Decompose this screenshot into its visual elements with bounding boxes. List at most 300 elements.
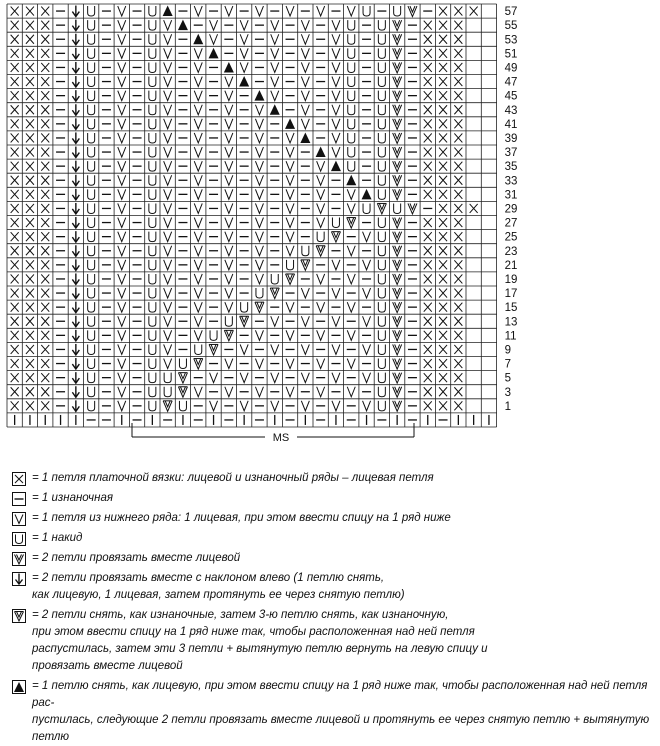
- stitch-knit-below: [164, 161, 172, 171]
- stitch-knit-below: [332, 401, 340, 411]
- stitch-garter: [424, 289, 432, 298]
- stitch-garter: [41, 35, 49, 44]
- stitch-garter: [439, 7, 447, 16]
- stitch-garter: [454, 260, 462, 269]
- stitch-yarn-over: [210, 330, 217, 340]
- stitch-garter: [424, 105, 432, 114]
- row-number: 33: [504, 175, 518, 188]
- stitch-knit-below: [363, 260, 371, 270]
- stitch-yarn-over: [88, 147, 95, 157]
- stitch-yarn-over: [378, 302, 385, 312]
- stitch-triangle: [300, 132, 310, 143]
- stitch-garter: [424, 162, 432, 171]
- stitch-garter: [11, 401, 19, 410]
- stitch-knit-below: [210, 373, 218, 383]
- stitch-garter: [41, 331, 49, 340]
- stitch-yarn-over: [149, 175, 156, 185]
- stitch-knit-below: [255, 218, 263, 228]
- stitch-knit-below: [286, 330, 294, 340]
- row-number: 55: [504, 20, 518, 33]
- stitch-garter: [454, 331, 462, 340]
- stitch-knit-below: [118, 189, 126, 199]
- legend-item: [12, 510, 652, 527]
- stitch-yarn-over: [88, 105, 95, 115]
- stitch-yarn-over: [348, 62, 355, 72]
- stitch-knit-below: [164, 62, 172, 72]
- stitch-knit-below: [271, 401, 279, 411]
- stitch-knit-below: [301, 401, 309, 411]
- stitch-knit-below: [164, 203, 172, 213]
- legend-text-line: = 2 петли провязать вместе лицевой: [32, 552, 241, 564]
- stitch-knit-below: [118, 387, 126, 397]
- stitch-yarn-over: [378, 246, 385, 256]
- stitch-yarn-over: [149, 218, 156, 228]
- stitch-knit-below: [118, 147, 126, 157]
- stitch-yarn-over: [88, 20, 95, 30]
- stitch-k2tog: [393, 119, 402, 130]
- stitch-garter: [11, 260, 19, 269]
- stitch-garter: [454, 345, 462, 354]
- row-number: 37: [504, 147, 518, 160]
- stitch-garter: [26, 77, 34, 86]
- stitch-knit-below: [286, 203, 294, 213]
- stitch-garter: [439, 246, 447, 255]
- stitch-yarn-over: [302, 246, 309, 256]
- stitch-garter: [424, 190, 432, 199]
- stitch-k2tog: [393, 316, 402, 327]
- stitch-triangle: [346, 175, 356, 186]
- stitch-ssk: [72, 288, 79, 299]
- stitch-knit-below: [164, 20, 172, 30]
- stitch-triangle: [178, 20, 188, 31]
- stitch-triangle: [362, 189, 372, 200]
- stitch-garter: [424, 133, 432, 142]
- stitch-knit-below: [332, 147, 340, 157]
- stitch-knit-below: [255, 133, 263, 143]
- stitch-garter: [439, 387, 447, 396]
- stitch-ssk: [72, 6, 79, 17]
- stitch-knit-below: [194, 48, 202, 58]
- stitch-garter: [11, 162, 19, 171]
- stitch-ssk: [72, 118, 79, 129]
- stitch-knit-below: [363, 401, 371, 411]
- stitch-garter: [41, 176, 49, 185]
- stitch-ssk: [72, 34, 79, 45]
- stitch-garter: [26, 35, 34, 44]
- legend-text: [32, 550, 652, 567]
- stitch-k2tog: [393, 302, 402, 313]
- stitch-knit-below: [194, 189, 202, 199]
- stitch-garter: [454, 49, 462, 58]
- stitch-garter: [26, 359, 34, 368]
- stitch-knit-below: [164, 189, 172, 199]
- stitch-knit-below: [194, 175, 202, 185]
- stitch-yarn-over: [378, 91, 385, 101]
- stitch-ssk: [72, 104, 79, 115]
- stitch-knit-below: [286, 189, 294, 199]
- stitch-garter: [424, 345, 432, 354]
- stitch-yarn-over: [164, 387, 171, 397]
- stitch-garter: [26, 387, 34, 396]
- stitch-garter: [26, 7, 34, 16]
- stitch-knit-below: [164, 91, 172, 101]
- stitch-garter: [454, 77, 462, 86]
- stitch-knit-below: [255, 274, 263, 284]
- stitch-knit-below: [164, 105, 172, 115]
- stitch-garter: [41, 373, 49, 382]
- stitch-garter: [454, 401, 462, 410]
- stitch-garter: [11, 289, 19, 298]
- stitch-yarn-over: [88, 218, 95, 228]
- stitch-yarn-over: [348, 91, 355, 101]
- stitch-ssk: [72, 302, 79, 313]
- stitch-knit-below: [164, 48, 172, 58]
- stitch-k2tog: [393, 232, 402, 243]
- stitch-garter: [424, 35, 432, 44]
- stitch-yarn-over: [378, 274, 385, 284]
- stitch-knit-below: [225, 133, 233, 143]
- stitch-knit-below: [317, 302, 325, 312]
- stitch-knit-below: [240, 34, 248, 44]
- stitch-yarn-over: [179, 401, 186, 411]
- stitch-yarn-over: [88, 6, 95, 16]
- stitch-yarn-over: [363, 6, 370, 16]
- stitch-knit-below: [225, 246, 233, 256]
- stitch-garter: [41, 345, 49, 354]
- stitch-knit-below: [164, 344, 172, 354]
- k2tog-icon: [12, 552, 26, 566]
- stitch-garter: [454, 7, 462, 16]
- stitch-knit-below: [210, 20, 218, 30]
- stitch-yarn-over: [149, 91, 156, 101]
- stitch-garter: [454, 218, 462, 227]
- stitch-yarn-over: [378, 344, 385, 354]
- stitch-yarn-over: [149, 288, 156, 298]
- stitch-knit-below: [225, 302, 233, 312]
- stitch-three-into-one: [377, 203, 386, 214]
- stitch-garter: [439, 119, 447, 128]
- stitch-garter: [424, 49, 432, 58]
- stitch-knit-below: [347, 246, 355, 256]
- stitch-knit-below: [118, 62, 126, 72]
- stitch-knit-below: [118, 91, 126, 101]
- stitch-garter: [424, 303, 432, 312]
- stitch-knit-below: [255, 161, 263, 171]
- stitch-knit-below: [301, 373, 309, 383]
- legend-text: [32, 470, 652, 487]
- legend-item: [12, 470, 652, 487]
- stitch-three-into-one: [270, 288, 279, 299]
- stitch-garter: [26, 148, 34, 157]
- stitch-knit-below: [317, 274, 325, 284]
- stitch-knit-below: [118, 344, 126, 354]
- stitch-garter: [454, 21, 462, 30]
- stitch-yarn-over: [287, 260, 294, 270]
- stitch-garter: [439, 91, 447, 100]
- stitch-yarn-over: [88, 330, 95, 340]
- stitch-yarn-over: [378, 62, 385, 72]
- row-number: 39: [504, 132, 518, 145]
- stitch-three-into-one: [178, 387, 187, 398]
- stitch-garter: [41, 232, 49, 241]
- stitch-knit-below: [317, 218, 325, 228]
- stitch-yarn-over: [149, 274, 156, 284]
- stitch-yarn-over: [317, 232, 324, 242]
- stitch-knit-below: [194, 77, 202, 87]
- row-number: 29: [504, 203, 518, 216]
- stitch-ssk: [72, 358, 79, 369]
- stitch-knit-below: [255, 189, 263, 199]
- stitch-garter: [26, 401, 34, 410]
- stitch-garter: [439, 105, 447, 114]
- stitch-knit-below: [255, 6, 263, 16]
- stitch-garter: [11, 148, 19, 157]
- stitch-knit-below: [286, 232, 294, 242]
- stitch-knit-below: [240, 20, 248, 30]
- stitch-garter: [11, 345, 19, 354]
- stitch-yarn-over: [149, 344, 156, 354]
- stitch-triangle: [285, 118, 295, 129]
- stitch-k2tog: [393, 62, 402, 72]
- stitch-knit-below: [271, 373, 279, 383]
- stitch-yarn-over: [149, 48, 156, 58]
- stitch-yarn-over: [378, 218, 385, 228]
- row-number: 49: [504, 62, 518, 75]
- stitch-k2tog: [393, 218, 402, 229]
- stitch-knit-below: [225, 189, 233, 199]
- stitch-yarn-over: [378, 77, 385, 87]
- stitch-knit-below: [271, 77, 279, 87]
- stitch-yarn-over: [378, 373, 385, 383]
- three-into-one-icon: [12, 609, 26, 623]
- legend-text-line: провязать вместе лицевой: [32, 660, 183, 672]
- row-number: 43: [504, 104, 518, 117]
- stitch-knit-below: [164, 147, 172, 157]
- stitch-yarn-over: [88, 302, 95, 312]
- stitch-yarn-over: [88, 274, 95, 284]
- stitch-yarn-over: [378, 232, 385, 242]
- stitch-garter: [454, 91, 462, 100]
- stitch-garter: [26, 105, 34, 114]
- stitch-yarn-over: [149, 232, 156, 242]
- stitch-knit-below: [194, 316, 202, 326]
- stitch-knit-below: [118, 401, 126, 411]
- stitch-knit-below: [286, 147, 294, 157]
- stitch-garter: [439, 63, 447, 72]
- stitch-garter: [41, 204, 49, 213]
- stitch-ssk: [72, 217, 79, 228]
- stitch-garter: [439, 331, 447, 340]
- stitch-garter: [439, 35, 447, 44]
- stitch-garter: [11, 387, 19, 396]
- stitch-knit-below: [332, 119, 340, 129]
- stitch-garter: [26, 49, 34, 58]
- stitch-knit-below: [194, 91, 202, 101]
- stitch-garter: [41, 190, 49, 199]
- row-number: 53: [504, 34, 518, 47]
- legend-text-line: = 2 петли снять, как изнаночные, затем 3-ю петлю снять, как изнаночную,: [32, 609, 449, 621]
- stitch-knit-below: [301, 34, 309, 44]
- stitch-knit-below: [363, 232, 371, 242]
- stitch-knit-below: [118, 34, 126, 44]
- stitch-knit-below: [194, 161, 202, 171]
- stitch-knit-below: [118, 232, 126, 242]
- stitch-yarn-over: [149, 401, 156, 411]
- stitch-garter: [26, 289, 34, 298]
- stitch-knit-below: [271, 91, 279, 101]
- stitch-yarn-over: [179, 359, 186, 369]
- stitch-yarn-over: [149, 330, 156, 340]
- stitch-garter: [26, 204, 34, 213]
- stitch-garter: [26, 232, 34, 241]
- stitch-knit-below: [255, 119, 263, 129]
- stitch-triangle: [193, 34, 203, 45]
- stitch-garter: [424, 232, 432, 241]
- stitch-knit-below: [286, 175, 294, 185]
- row-number: 17: [504, 288, 518, 301]
- stitch-garter: [11, 204, 19, 213]
- stitch-garter: [26, 373, 34, 382]
- stitch-yarn-over: [149, 387, 156, 397]
- stitch-knit-below: [118, 373, 126, 383]
- stitch-garter: [26, 317, 34, 326]
- stitch-knit-below: [317, 175, 325, 185]
- stitch-garter: [439, 204, 447, 213]
- stitch-garter: [454, 232, 462, 241]
- stitch-yarn-over: [378, 175, 385, 185]
- stitch-garter: [454, 35, 462, 44]
- stitch-yarn-over: [378, 20, 385, 30]
- stitch-knit-below: [286, 387, 294, 397]
- stitch-yarn-over: [88, 119, 95, 129]
- stitch-knit-below: [118, 288, 126, 298]
- stitch-knit-below: [255, 260, 263, 270]
- stitch-garter: [424, 387, 432, 396]
- row-number: 23: [504, 245, 518, 258]
- stitch-knit-below: [347, 302, 355, 312]
- stitch-ssk: [72, 20, 79, 31]
- stitch-knit-below: [332, 77, 340, 87]
- stitch-triangle: [254, 90, 264, 101]
- stitch-yarn-over: [149, 147, 156, 157]
- stitch-knit-below: [118, 330, 126, 340]
- stitch-knit-below: [332, 34, 340, 44]
- stitch-knit-below: [164, 232, 172, 242]
- stitch-three-into-one: [316, 246, 325, 257]
- stitch-yarn-over: [378, 34, 385, 44]
- stitch-k2tog: [393, 161, 402, 172]
- stitch-garter: [454, 148, 462, 157]
- stitch-knit-below: [210, 34, 218, 44]
- stitch-knit-below: [225, 288, 233, 298]
- stitch-k2tog: [393, 105, 402, 116]
- row-number: 35: [504, 161, 518, 174]
- stitch-garter: [439, 260, 447, 269]
- stitch-yarn-over: [149, 246, 156, 256]
- stitch-garter: [41, 119, 49, 128]
- stitch-ssk: [72, 400, 79, 411]
- stitch-three-into-one: [331, 232, 340, 243]
- row-number: 5: [504, 372, 512, 385]
- stitch-knit-below: [194, 218, 202, 228]
- stitch-k2tog: [393, 77, 402, 88]
- stitch-knit-below: [317, 330, 325, 340]
- stitch-knit-below: [118, 274, 126, 284]
- stitch-knit-below: [118, 161, 126, 171]
- stitch-garter: [439, 401, 447, 410]
- stitch-knit-below: [118, 218, 126, 228]
- stitch-yarn-over: [348, 105, 355, 115]
- stitch-knit-below: [225, 147, 233, 157]
- stitch-k2tog: [393, 175, 402, 186]
- stitch-yarn-over: [149, 34, 156, 44]
- stitch-yarn-over: [378, 147, 385, 157]
- stitch-garter: [454, 303, 462, 312]
- stitch-k2tog: [393, 274, 402, 285]
- stitch-knit-below: [332, 316, 340, 326]
- stitch-garter: [424, 359, 432, 368]
- stitch-yarn-over: [164, 373, 171, 383]
- stitch-garter: [41, 91, 49, 100]
- stitch-knit-below: [347, 203, 355, 213]
- yarn-over-icon: [12, 532, 26, 546]
- stitch-garter: [41, 274, 49, 283]
- stitch-triangle: [316, 147, 326, 158]
- stitch-yarn-over: [149, 316, 156, 326]
- stitch-garter: [454, 289, 462, 298]
- stitch-k2tog: [393, 401, 402, 412]
- stitch-knit-below: [255, 387, 263, 397]
- stitch-garter: [424, 119, 432, 128]
- stitch-three-into-one: [209, 344, 218, 355]
- stitch-garter: [439, 274, 447, 283]
- stitch-knit-below: [118, 316, 126, 326]
- stitch-garter: [11, 274, 19, 283]
- stitch-yarn-over: [88, 133, 95, 143]
- stitch-garter: [11, 359, 19, 368]
- stitch-three-into-one: [178, 373, 187, 384]
- stitch-knit-below: [255, 105, 263, 115]
- legend: [12, 470, 652, 746]
- stitch-yarn-over: [88, 175, 95, 185]
- stitch-knit-below: [225, 77, 233, 87]
- stitch-ssk: [72, 273, 79, 284]
- stitch-yarn-over: [149, 203, 156, 213]
- stitch-yarn-over: [348, 34, 355, 44]
- stitch-knit-below: [118, 77, 126, 87]
- stitch-garter: [439, 373, 447, 382]
- stitch-garter: [26, 345, 34, 354]
- stitch-yarn-over: [88, 359, 95, 369]
- stitch-knit-below: [164, 316, 172, 326]
- stitch-yarn-over: [149, 260, 156, 270]
- stitch-knit-below: [332, 288, 340, 298]
- stitch-garter: [424, 317, 432, 326]
- stitch-k2tog: [393, 147, 402, 158]
- stitch-yarn-over: [88, 387, 95, 397]
- stitch-knit-below: [225, 175, 233, 185]
- stitch-triangle: [224, 62, 234, 72]
- stitch-garter: [26, 274, 34, 283]
- stitch-ssk: [72, 62, 79, 73]
- stitch-knit-below: [301, 91, 309, 101]
- stitch-knit-below: [332, 48, 340, 58]
- stitch-knit-below: [301, 62, 309, 72]
- stitch-yarn-over: [225, 316, 232, 326]
- stitch-knit-below: [194, 62, 202, 72]
- stitch-three-into-one: [286, 274, 295, 285]
- stitch-knit-below: [317, 203, 325, 213]
